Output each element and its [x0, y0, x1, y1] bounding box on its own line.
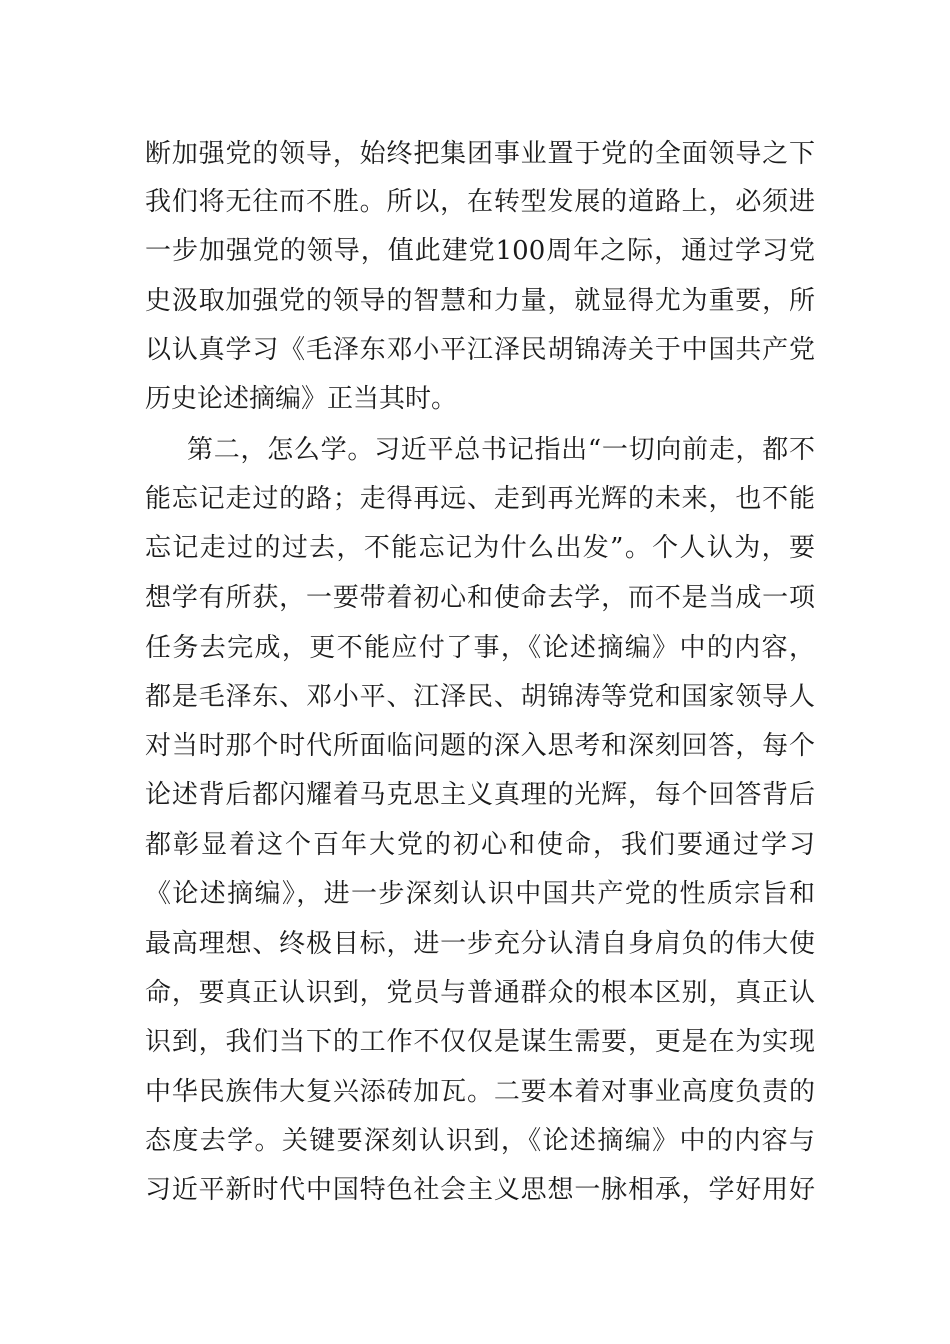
text-line: 中华民族伟大复兴添砖加瓦。二要本着对事业高度负责的 [145, 1077, 815, 1107]
text-line: 忘记走过的过去，不能忘记为什么出发”。个人认为，要 [145, 533, 815, 563]
text-line: 任务去完成，更不能应付了事，《论述摘编》中的内容， [145, 633, 815, 663]
text-line: 态度去学。关键要深刻认识到，《论述摘编》中的内容与 [145, 1126, 815, 1156]
text-line: 命，要真正认识到，党员与普通群众的根本区别，真正认 [145, 978, 815, 1008]
text-line: 历史论述摘编》正当其时。 [145, 384, 458, 414]
text-line: 我们将无往而不胜。所以，在转型发展的道路上，必须进 [145, 187, 815, 217]
text-line: 最高理想、终极目标，进一步充分认清自身肩负的伟大使 [145, 929, 815, 959]
text-line: 《论述摘编》，进一步深刻认识中国共产党的性质宗旨和 [145, 879, 815, 909]
text-line: 想学有所获，一要带着初心和使命去学，而不是当成一项 [145, 583, 815, 613]
text-line: 论述背后都闪耀着马克思主义真理的光辉，每个回答背后 [145, 780, 815, 810]
text-line: 史汲取加强党的领导的智慧和力量，就显得尤为重要，所 [145, 286, 815, 316]
text-line: 一步加强党的领导，值此建党100周年之际，通过学习党 [145, 236, 815, 266]
text-line: 识到，我们当下的工作不仅仅是谋生需要，更是在为实现 [145, 1027, 815, 1057]
text-line: 对当时那个时代所面临问题的深入思考和深刻回答，每个 [145, 731, 815, 761]
text-line: 能忘记走过的路；走得再远、走到再光辉的未来，也不能 [145, 484, 815, 514]
text-line: 以认真学习《毛泽东邓小平江泽民胡锦涛关于中国共产党 [145, 335, 815, 365]
text-line: 都彰显着这个百年大党的初心和使命，我们要通过学习 [145, 830, 815, 860]
text-line: 都是毛泽东、邓小平、江泽民、胡锦涛等党和国家领导人 [145, 682, 815, 712]
paragraph-start-line: 第二，怎么学。习近平总书记指出“一切向前走，都不 [187, 435, 815, 465]
text-line: 习近平新时代中国特色社会主义思想一脉相承，学好用好 [145, 1175, 815, 1205]
text-line: 断加强党的领导，始终把集团事业置于党的全面领导之下 [145, 139, 815, 169]
